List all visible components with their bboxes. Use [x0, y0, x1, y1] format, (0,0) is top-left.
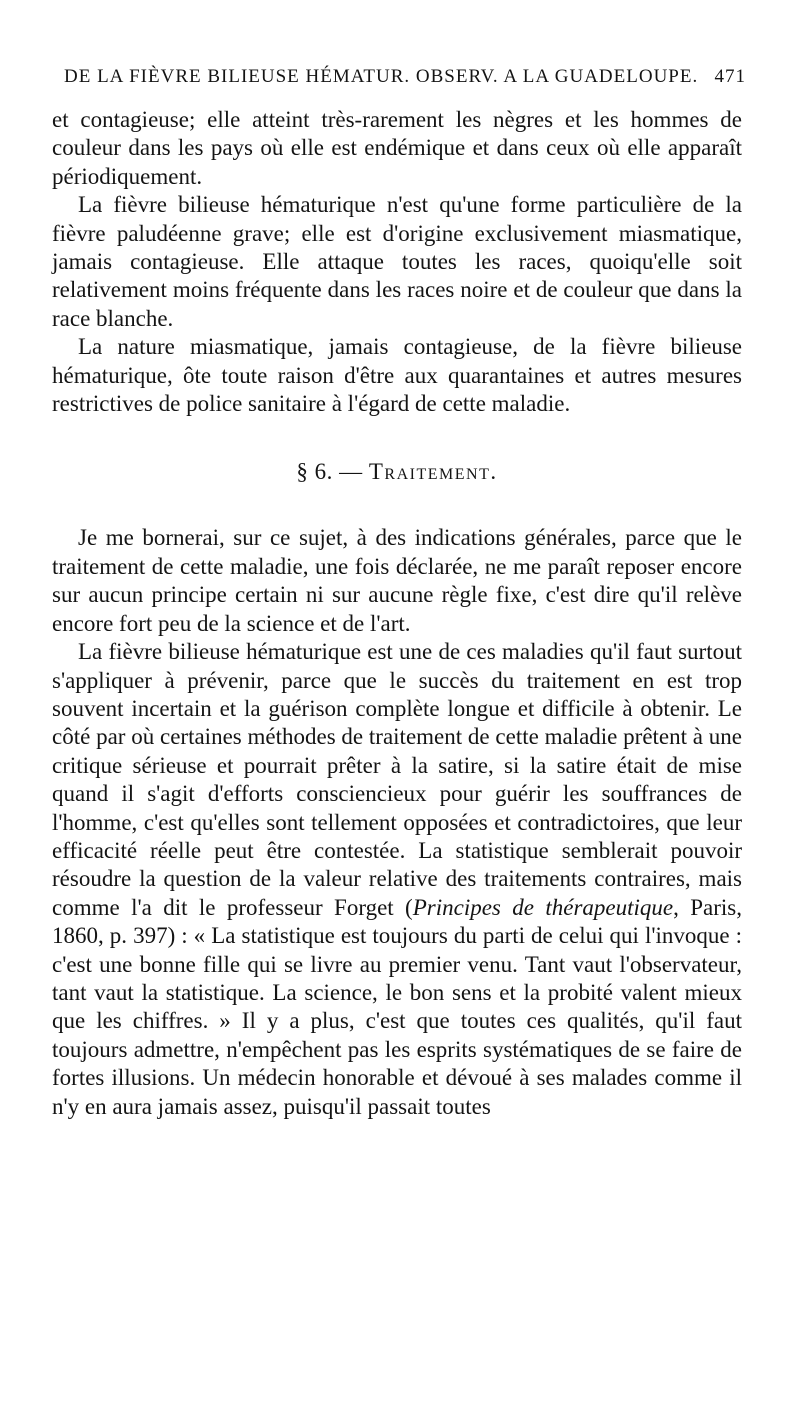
paragraph-2: La fièvre bilieuse hématurique n'est qu'une forme particulière de la fièvre paludéenne grave; elle est d'origine exclusivement miasmatique, jamais contagieuse. Elle attaque toutes les races, quoiqu'elle soit relativement moins fréquente dans les races noire et de couleur que dans la race blanche. — [52, 192, 742, 331]
section-dash: — — [339, 459, 363, 485]
section-number: § 6. — [296, 459, 333, 485]
page-number: 471 — [714, 66, 746, 87]
book-title: Principes de thérapeutique — [412, 894, 674, 920]
paragraph-1: et contagieuse; elle atteint très-rarement les nègres et les hommes de couleur dans les pays où elle est endémique et dans ceux où elle apparaît périodiquement. — [52, 107, 742, 189]
running-header — [64, 66, 746, 96]
section-heading — [52, 458, 742, 486]
section-title: Traitement. — [368, 459, 498, 485]
paragraph-4: Je me bornerai, sur ce sujet, à des indications générales, parce que le traitement de cette maladie, une fois déclarée, ne me paraît reposer encore sur aucun principe certain ni sur aucune règle fixe, c'est dire qu'il relève encore fort peu de la science et de l'art. — [52, 525, 742, 636]
paragraph-3: La nature miasmatique, jamais contagieuse, de la fièvre bilieuse hématurique, ôte toute raison d'être aux quarantaines et autres mesures restrictives de police sanitaire à l'égard de cette maladie. — [52, 334, 742, 417]
paragraph-5-part-1: La fièvre bilieuse hématurique est une de ces maladies qu'il faut surtout s'appliquer à prévenir, parce que le succès du traitement en est trop souvent incertain et la guérison complète longue et difficile à obtenir. Le côté par où certaines méthodes de traitement de cette maladie prêtent à une critique sérieuse et pourrait prêter à la satire, si la satire était de mise quand il s'agit d'efforts consciencieux pour guérir les souffrances de l'homme, c'est qu'elles sont tellement opposées et contradictoires, que leur efficacité réelle peut être contestée. La statistique semblerait pouvoir résoudre la question de la valeur relative des traitements contraires, mais comme l'a dit le professeur Forget ( — [52, 639, 742, 920]
paragraph-5-part-2: , Paris, 1860, p. 397) : « La statistique est toujours du parti de celui qui l'invoque : c'est une bonne fille qui se livre au premier venu. Tant vaut l'observateur, tant vaut la statistique. La science, le bon sens et la probité valent mieux que les chiffres. » Il y a plus, c'est que toutes ces qualités, qu'il faut toujours admettre, n'empêchent pas les esprits systématiques de se faire de fortes illusions. Un médecin honorable et dévoué à ses malades comme il n'y en aura jamais assez, puisqu'il passait toutes — [52, 894, 742, 1119]
running-title: DE LA FIÈVRE BILIEUSE HÉMATUR. OBSERV. A LA GUADELOUPE. — [64, 66, 699, 87]
paragraph-5 — [52, 638, 742, 1121]
body-text — [52, 106, 742, 1121]
